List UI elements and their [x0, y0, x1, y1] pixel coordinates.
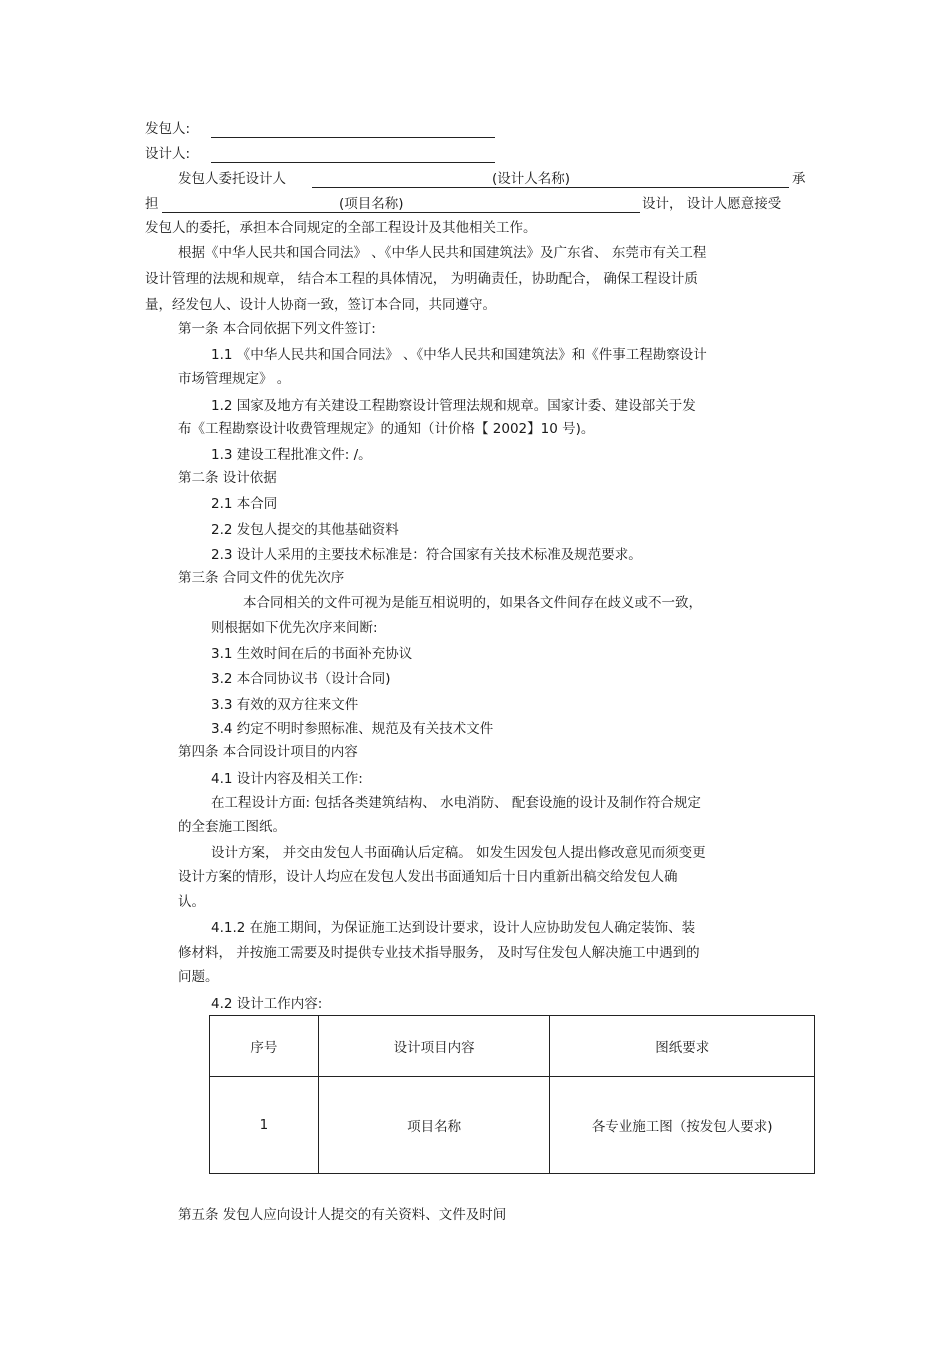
article-3-item-1: 3.1 生效时间在后的书面补充协议: [211, 646, 413, 662]
article-1-title: 第一条 本合同依据下列文件签订:: [178, 321, 376, 337]
article-4-para-3-line2: 修材料， 并按施工需要及时提供专业技术指导服务， 及时写住发包人解决施工中遇到的: [178, 945, 700, 961]
article-1-item-2-line1: 1.2 国家及地方有关建设工程勘察设计管理法规和规章。国家计委、建设部关于发: [211, 398, 696, 414]
article-4-para-2-line2: 设计方案的情形，设计人均应在发包人发出书面通知后十日内重新出稿交给发包人确: [178, 869, 678, 885]
article-4-title: 第四条 本合同设计项目的内容: [178, 744, 358, 760]
article-4-para-3-line3: 问题。: [178, 969, 219, 985]
article-4-item-1: 4.1 设计内容及相关工作:: [211, 771, 363, 787]
article-1-item-3: 1.3 建设工程批准文件: /。: [211, 447, 372, 463]
article-4-para-2-line1: 设计方案， 并交由发包人书面确认后定稿。 如发生因发包人提出修改意见而须变更: [211, 845, 706, 861]
table-header-row: [210, 1016, 815, 1077]
table-header-drawing-req: 图纸要求: [550, 1016, 815, 1077]
intro-p1-start: 发包人委托设计人: [178, 171, 286, 187]
article-3-item-3: 3.3 有效的双方往来文件: [211, 697, 359, 713]
intro-p1-end: 发包人的委托，承担本合同规定的全部工程设计及其他相关工作。: [145, 220, 537, 236]
intro-p1-dan: 担: [145, 196, 159, 212]
article-4-para-1-line1: 在工程设计方面: 包括各类建筑结构、 水电消防、 配套设施的设计及制作符合规定: [211, 795, 701, 811]
designer-label: 设计人:: [145, 146, 191, 162]
article-4-para-2-line3: 认。: [178, 894, 205, 910]
table-row: [210, 1077, 815, 1174]
article-5-title: 第五条 发包人应向设计人提交的有关资料、文件及时间: [178, 1207, 507, 1223]
article-4-para-3-line1: 4.1.2 在施工期间，为保证施工达到设计要求，设计人应协助发包人确定装饰、装: [211, 920, 696, 936]
article-3-title: 第三条 合同文件的优先次序: [178, 570, 345, 586]
article-1-item-1-line2: 市场管理规定》 。: [178, 371, 291, 387]
design-work-table: [209, 1015, 815, 1174]
intro-p2-line2: 设计管理的法规和规章， 结合本工程的具体情况， 为明确责任，协助配合， 确保工程设计质: [145, 271, 698, 287]
table-cell-content: 项目名称: [318, 1077, 550, 1174]
article-2-item-3: 2.3 设计人采用的主要技术标准是：符合国家有关技术标准及规范要求。: [211, 547, 642, 563]
intro-p1-cheng: 承: [792, 171, 806, 187]
intro-p2-line3: 量，经发包人、设计人协商一致，签订本合同，共同遵守。: [145, 297, 496, 313]
table-header-content: 设计项目内容: [318, 1016, 550, 1077]
article-1-item-1-line1: 1.1 《中华人民共和国合同法》 、《中华人民共和国建筑法》和《件事工程勘察设计: [211, 347, 707, 363]
article-4-item-2: 4.2 设计工作内容:: [211, 996, 323, 1012]
employer-blank-line: [211, 137, 495, 138]
project-name-placeholder: (项目名称): [339, 196, 404, 212]
employer-label: 发包人:: [145, 121, 191, 137]
intro-p1-design: 设计， 设计人愿意接受: [642, 196, 782, 212]
article-3-para-line2: 则根据如下优先次序来间断:: [211, 620, 378, 636]
intro-p2-line1: 根据《中华人民共和国合同法》 、《中华人民共和国建筑法》及广东省、 东莞市有关工程: [178, 245, 707, 261]
table-header-no: 序号: [210, 1016, 319, 1077]
article-2-title: 第二条 设计依据: [178, 470, 277, 486]
article-1-item-2-line2: 布《工程勘察设计收费管理规定》的通知（计价格【 2002】10 号)。: [178, 421, 595, 437]
article-3-para-line1: 本合同相关的文件可视为是能互相说明的，如果各文件间存在歧义或不一致，: [243, 595, 702, 611]
table-cell-drawing-req: 各专业施工图（按发包人要求): [550, 1077, 815, 1174]
article-2-item-1: 2.1 本合同: [211, 496, 278, 512]
article-2-item-2: 2.2 发包人提交的其他基础资料: [211, 522, 399, 538]
designer-name-placeholder: (设计人名称): [492, 171, 571, 187]
designer-blank-line: [211, 162, 495, 163]
article-4-para-1-line2: 的全套施工图纸。: [178, 819, 286, 835]
article-3-item-2: 3.2 本合同协议书（设计合同): [211, 671, 391, 687]
table-cell-no: 1: [210, 1077, 319, 1174]
article-3-item-4: 3.4 约定不明时参照标准、规范及有关技术文件: [211, 721, 494, 737]
